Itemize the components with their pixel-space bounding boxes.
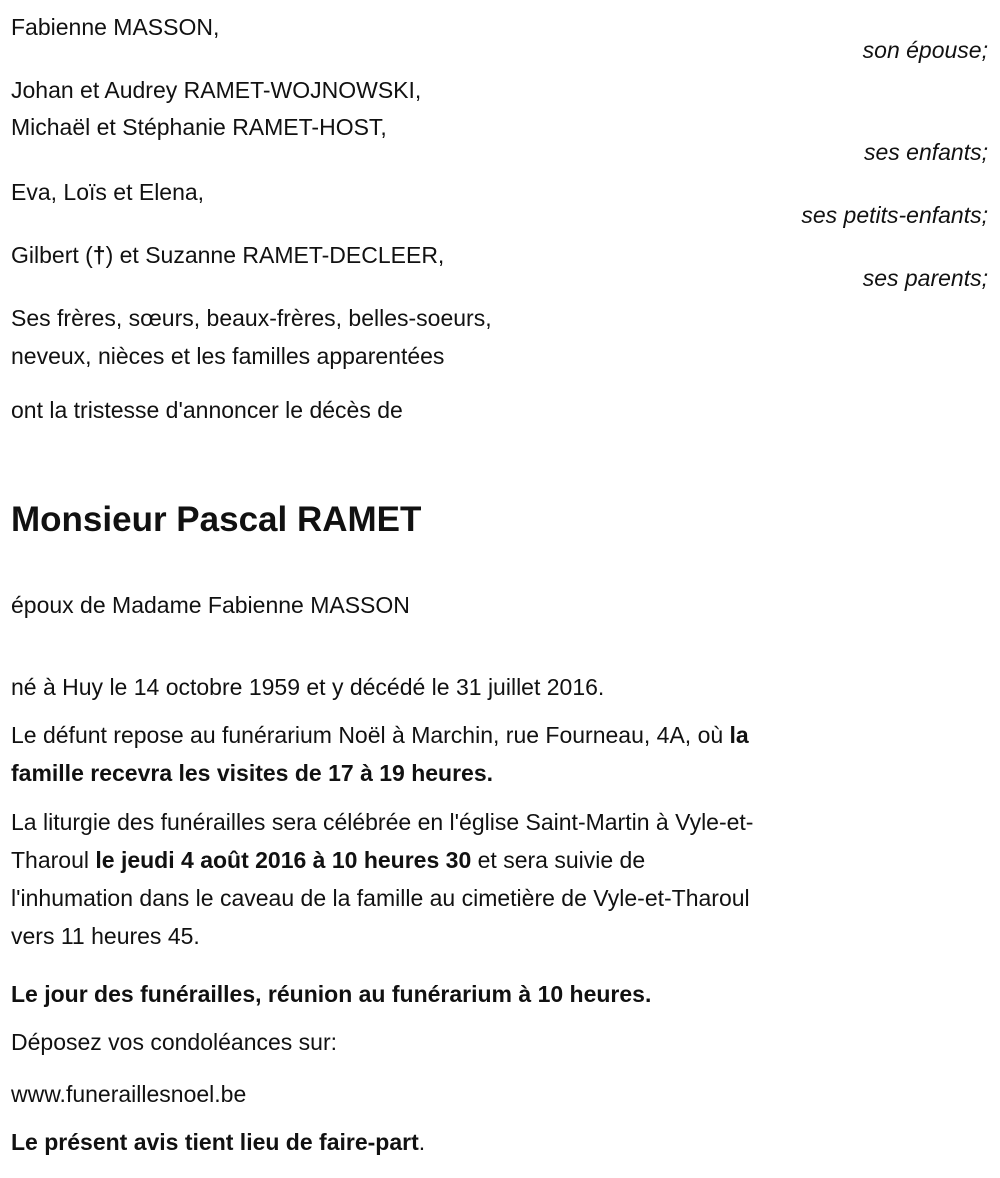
spouse-of: époux de Madame Fabienne MASSON — [11, 592, 410, 618]
parents-text-2: ) et Suzanne RAMET-DECLEER, — [105, 242, 445, 268]
liturgy-date: le jeudi 4 août 2016 à 10 heures 30 — [95, 847, 472, 873]
parents-role: ses parents; — [862, 265, 988, 291]
liturgy-line-3: l'inhumation dans le caveau de la famille au cimetière de Vyle-et-Tharoul — [11, 885, 750, 911]
rest-line-1 — [11, 720, 749, 750]
children-role: ses enfants; — [863, 139, 988, 165]
deceased-name: Monsieur Pascal RAMET — [11, 500, 422, 539]
website-link[interactable]: www.funeraillesnoel.be — [11, 1081, 247, 1107]
liturgy-text: Tharoul — [11, 847, 96, 873]
grandchildren: Eva, Loïs et Elena, — [11, 179, 205, 205]
children-line-2: Michaël et Stéphanie RAMET-HOST, — [11, 114, 387, 140]
rest-bold: la — [729, 722, 749, 748]
liturgy-line-2 — [11, 845, 645, 875]
parents-text: Gilbert ( — [11, 242, 93, 268]
liturgy-text-2: et sera suivie de — [471, 847, 646, 873]
spouse-role: son épouse; — [862, 37, 988, 63]
rest-line-2 — [11, 758, 493, 788]
notice-end: . — [418, 1129, 426, 1155]
liturgy-line-4: vers 11 heures 45. — [11, 923, 200, 949]
parents — [11, 240, 444, 270]
announce-text: ont la tristesse d'annoncer le décès de — [11, 397, 403, 423]
spouse-name: Fabienne MASSON, — [11, 14, 220, 40]
condolences-label: Déposez vos condoléances sur: — [11, 1029, 338, 1055]
visits-bold: famille recevra les visites de 17 à 19 heures. — [11, 760, 494, 786]
meeting-info: Le jour des funérailles, réunion au funérarium à 10 heures. — [11, 981, 652, 1007]
siblings-line-2: neveux, nièces et les familles apparentées — [11, 343, 445, 369]
grandchildren-role: ses petits-enfants; — [801, 202, 988, 228]
notice-bold: Le présent avis tient lieu de faire-part — [11, 1129, 419, 1155]
siblings-line-1: Ses frères, sœurs, beaux-frères, belles-soeurs, — [11, 305, 492, 331]
notice — [11, 1127, 425, 1157]
cross-icon: † — [92, 242, 106, 268]
birth-death: né à Huy le 14 octobre 1959 et y décédé le 31 juillet 2016. — [11, 674, 605, 700]
liturgy-line-1: La liturgie des funérailles sera célébrée en l'église Saint-Martin à Vyle-et- — [11, 809, 754, 835]
rest-text: Le défunt repose au funérarium Noël à Marchin, rue Fourneau, 4A, où — [11, 722, 730, 748]
children-line-1: Johan et Audrey RAMET-WOJNOWSKI, — [11, 77, 422, 103]
